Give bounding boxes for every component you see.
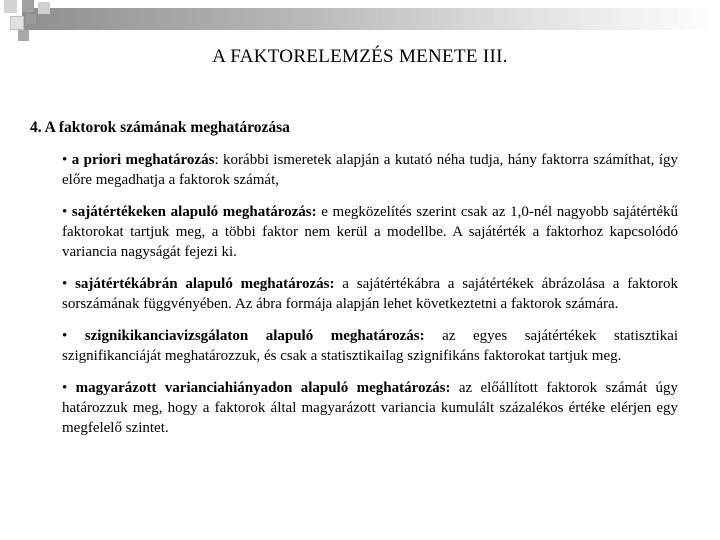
- bullet-list: [62, 150, 678, 438]
- bullet-item-eigenvalue: [62, 202, 678, 262]
- corner-square-6: [18, 30, 29, 41]
- bullet-term: sajátértékábrán alapuló meghatározás:: [75, 276, 335, 292]
- bullet-marker: •: [62, 276, 68, 292]
- bullet-item-a-priori: [62, 150, 678, 190]
- bullet-item-significance: [62, 326, 678, 366]
- bullet-marker: •: [62, 380, 68, 396]
- corner-square-2: [22, 0, 34, 12]
- bullet-text: a sajátértékábra a sajátértékek ábrázolása a faktorok sorszámának függvényében. Az ábra formája alapján lehet következtetni a faktorok számára.: [62, 276, 679, 312]
- bullet-text: korábbi ismeretek alapján a kutató néha tudja, hány faktorra számíthat, így előre megadhatja a faktorok számát,: [62, 152, 679, 188]
- bullet-term: sajátértékeken alapuló meghatározás:: [71, 204, 317, 220]
- bullet-item-scree-plot: [62, 274, 678, 314]
- bullet-text: az egyes sajátértékek statisztikai szignifikanciáját meghatározzuk, és csak a statisztikailag szignifikáns faktorokat tartjuk meg.: [62, 328, 679, 364]
- bullet-term: magyarázott varianciahiányadon alapuló meghatározás:: [75, 380, 451, 396]
- bullet-term: a priori meghatározás: [71, 152, 215, 168]
- bullet-item-variance: [62, 378, 678, 438]
- bullet-marker: •: [62, 328, 68, 344]
- corner-square-3: [38, 2, 50, 14]
- bullet-term: szignikikanciavizsgálaton alapuló meghatározás:: [84, 328, 425, 344]
- section-heading: 4. A faktorok számának meghatározása: [30, 119, 290, 136]
- bullet-text: e megközelítés szerint csak az 1,0-nél nagyobb sajátértékű faktorokat tartjuk meg, a többi faktor nem kerül a modellbe. A sajátérték a faktorhoz kapcsolódó variancia nagyságát fejezi ki.: [62, 204, 679, 260]
- header-gradient-bar: [22, 8, 720, 30]
- slide-title: A FAKTORELEMZÉS MENETE III.: [212, 46, 508, 67]
- bullet-marker: •: [62, 204, 68, 220]
- corner-squares-decoration: [0, 0, 64, 48]
- corner-square-5: [26, 14, 36, 24]
- corner-square-1: [4, 0, 17, 13]
- bullet-separator: :: [214, 152, 219, 168]
- bullet-text: az előállított faktorok számát úgy határozzuk meg, hogy a faktorok által magyarázott variancia kumulált százalékos értéke elérjen egy megfelelő szintet.: [62, 380, 679, 436]
- bullet-marker: •: [62, 152, 68, 168]
- corner-square-4: [10, 16, 24, 30]
